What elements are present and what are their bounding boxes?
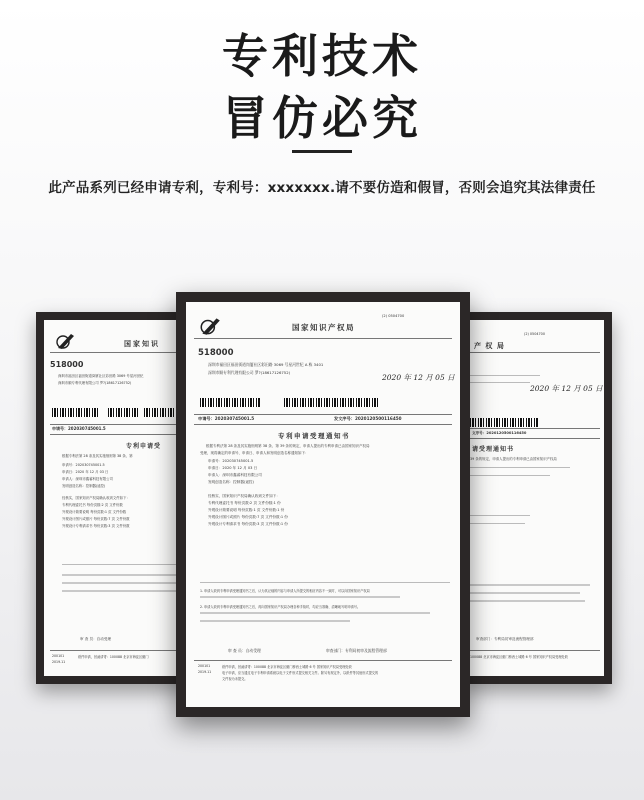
address-line — [470, 382, 530, 383]
received-file-item: 外观设计专利请求书 每份页数:3 页 文件份数:1 份 — [208, 522, 288, 526]
rule — [470, 428, 600, 429]
examiner: 审 查 员：自动受理 — [80, 637, 112, 641]
cnipa-logo-icon — [54, 332, 76, 350]
address-line-2: 深圳市顺专利代理有限公司 罗?(18617126752) — [208, 370, 291, 375]
patent-notice-text: 此产品系列已经申请专利，专利号：xxxxxxx.请不要仿造和假冒，否则会追究其法律责任 — [48, 180, 596, 196]
body-line-2: 受理，现将确定的申请号、申请日、申请人和发明创造名称通知如下： — [200, 451, 309, 455]
footer-text: 100088 北京市海淀区蓟门桥西土城路 6 号 国家知识产权局受理处收 — [470, 655, 568, 659]
received-file-item: 外观设计简要说明 每份页数:1 页 文件份数:1 份 — [208, 508, 285, 512]
notes-divider — [200, 582, 450, 583]
barcode-2 — [284, 398, 380, 407]
review-department: 审查部门：专利局初审及流程管理部 — [326, 648, 387, 653]
body-line-1: 根据专利法第 28 条及其实施细则第 38 条、第 39 条的规定，申请人提出的专利申请已由国家知识产权局 — [206, 444, 370, 448]
send-number: 文序号：2020120500116450 — [472, 431, 527, 435]
body-line: 根据专利法第 28 条及其实施细则第 38 条、第 — [62, 454, 133, 458]
rule — [194, 414, 452, 415]
address-line-1: 深圳市福田区福田街道岗厦社区彩田路 3069 号星河世纪 — [58, 374, 144, 378]
form-code: 200101 — [52, 654, 65, 658]
form-code: 200101 — [198, 664, 211, 668]
received-files-heading: 经核实，国家知识产权局确认收到文件如下： — [208, 494, 280, 498]
address-line-2: 深圳市顺专利代理有限公司 罗?(18617126752) — [58, 381, 132, 385]
footer-rule — [470, 650, 600, 651]
application-number: 申请号：202030745001.5 — [52, 426, 106, 431]
received-file-item: 外观设计专利请求书 每份页数:3 页 文件份数 — [62, 524, 130, 528]
note-text-line — [200, 612, 430, 614]
text-line — [470, 523, 525, 524]
office-name: 国家知识产权局 — [292, 323, 355, 332]
center-certificate-frame — [176, 292, 470, 717]
right-certificate-paper — [470, 320, 604, 676]
office-name: 国家知识 — [124, 340, 160, 348]
form-version: 2019.11 — [52, 660, 66, 664]
title-divider — [292, 150, 352, 153]
rule — [194, 424, 452, 425]
rule — [470, 438, 600, 439]
received-file-item: 外观设计图片或照片 每份页数:7 页 文件份数 — [62, 517, 130, 521]
review-department: 审查部门：专利局初审及流程管理部 — [476, 637, 534, 641]
field-app-no: 申请号：202030745001.5 — [208, 459, 254, 463]
field-app-date: 申请日：2020 年 12 月 03 日 — [208, 466, 258, 470]
header-rule — [470, 352, 600, 353]
document-title: 专利申请受 — [126, 443, 162, 450]
received-file-item: 外观设计简要说明 每份页数:1 页 文件份数 — [62, 510, 127, 514]
address-line — [470, 375, 540, 376]
document-title: 请受理通知书 — [472, 446, 515, 453]
note-1: 1. 申请人收到专利申请受理通知书之后，认为其记载的内容与申请人所提交的相应内容不一致时，可以向国家知识产权局 — [200, 589, 370, 593]
office-name: 产 权 局 — [474, 342, 505, 350]
send-number: 发文序号：2020120500116450 — [334, 416, 402, 421]
text-line — [470, 467, 570, 468]
footer-rule — [194, 660, 452, 661]
received-file-item: 外观设计图片或照片 每份页数:7 页 文件份数:1 份 — [208, 515, 288, 519]
footer-line-3: 文件视为未提交。 — [222, 677, 248, 681]
center-certificate-paper — [186, 302, 460, 707]
right-certificate-frame — [462, 312, 612, 684]
received-files-heading: 经核实，国家知识产权局确认收到文件如下： — [62, 496, 130, 500]
headline-line-2: 冒仿必究 — [222, 91, 422, 145]
field-invention-name: 发明创造名称：控制器(遥控) — [208, 480, 254, 484]
barcode-1 — [200, 398, 260, 407]
stamp-date: 2020 年 12 月 05 日 — [382, 373, 455, 382]
text-line — [470, 475, 550, 476]
field-applicant: 申请人：深圳市鑫睿科技有限公司 — [208, 473, 262, 477]
postcode: 518000 — [50, 360, 84, 369]
note-text-line — [62, 590, 192, 592]
barcode-2 — [108, 408, 138, 417]
header-rule — [194, 338, 452, 339]
text-line — [470, 515, 530, 516]
field-app-no: 申请号：202030745001.5 — [62, 463, 105, 467]
note-text-line — [470, 600, 585, 602]
small-code: (2) 0504700 — [382, 314, 405, 318]
note-text-line — [470, 592, 580, 594]
note-text-line — [470, 584, 590, 586]
address-line-1: 深圳市福田区福田街道岗厦社区彩田路 3069 号星河世纪 A 栋 3401 — [208, 362, 324, 367]
headline-line-1: 专利技术 — [222, 29, 422, 83]
body-line: 39 条的规定，申请人提出的专利申请已由国家知识产权局 — [470, 457, 557, 461]
document-title: 专利申请受理通知书 — [278, 432, 350, 440]
note-text-line — [200, 620, 350, 622]
note-2: 2. 申请人收到专利申请受理通知书之后，再向国家知识产权局办理各种手续时，均应当准确、清晰地写明申请号。 — [200, 605, 361, 609]
cnipa-logo-icon — [198, 316, 222, 336]
field-applicant: 申请人：深圳市鑫睿科技有限公司 — [62, 477, 113, 481]
note-text-line — [200, 596, 400, 598]
barcode-1 — [52, 408, 100, 417]
small-code: (2) 0504700 — [524, 332, 545, 336]
stamp-date: 2020 年 12 月 05 日 — [530, 384, 603, 393]
form-version: 2019.11 — [198, 670, 212, 674]
application-number: 申请号：202030745001.5 — [198, 416, 255, 421]
received-file-item: 专利代理委托书 每份页数:2 页 文件份数 — [62, 503, 123, 507]
field-app-date: 申请日：2020 年 12 月 03 日 — [62, 470, 109, 474]
barcode — [470, 418, 538, 427]
note-text-line — [62, 582, 182, 584]
received-file-item: 专利代理委托书 每份页数:2 页 文件份数:1 份 — [208, 501, 281, 505]
footer-text: 纸件申请，回函请寄：100088 北京市海淀区蓟门 — [78, 655, 149, 659]
postcode: 518000 — [198, 348, 234, 358]
footer-line-2: 电子申请，应当通过电子专利申请系统以电子文件形式提交相关文件。除另有规定外，以纸件等其他形式提交的 — [222, 671, 379, 675]
footer-line-1: 纸件申请，回函请寄：100088 北京市海淀区蓟门桥西土城路 6 号 国家知识产权局受理处收 — [222, 665, 352, 669]
field-invention-name: 发明创造名称：控制器(遥控) — [62, 484, 106, 488]
examiner: 审 查 员：自动受理 — [228, 648, 261, 653]
